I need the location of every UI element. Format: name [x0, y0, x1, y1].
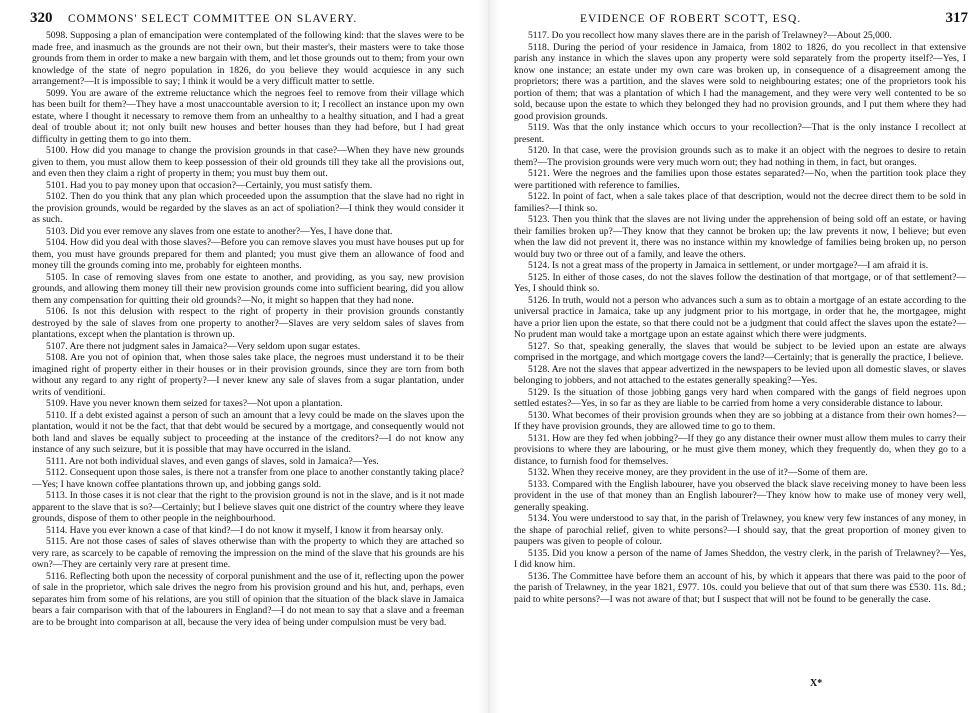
- left-page-number: 320: [30, 10, 53, 26]
- question-paragraph: 5136. The Committee have before them an account of his, by which it appears that there was paid to the poor of the parish of Trelawney, in the year 1821, £977. 10s. could you believe that out of that sum there was £530. 11s. 8d.; paid to white persons?—I was not aware of that; but I suspect that will not be found to be generally the case.: [514, 570, 966, 605]
- question-paragraph: 5108. Are you not of opinion that, when those sales take place, the negroes must understand it to be their imagined right of property either in their houses or in their provision grounds, since they are torn from both without any regard to any right of property?—I never knew any sale of slaves from a sugar plantation, under writs of venditioni.: [32, 352, 464, 398]
- question-paragraph: 5132. When they receive money, are they provident in the use of it?—Some of them are.: [528, 467, 868, 478]
- question-paragraph: 5111. Are not both individual slaves, and even gangs of slaves, sold in Jamaica?—Yes.: [46, 455, 379, 467]
- question-paragraph: 5131. How are they fed when jobbing?—If they go any distance their owner must allow them mules to carry their provisions to where they are labouring, or he must give them money, which they frequently do, when they go to a distance, to furnish food for themselves.: [514, 432, 966, 467]
- question-paragraph: 5134. You were understood to say that, in the parish of Trelawney, you knew very few instances of any money, in the shape of parochial relief, given to white persons?—I should say, that the great proportion of money given to paupers was given to people of colour.: [514, 513, 966, 547]
- question-paragraph: 5133. Compared with the English labourer, have you observed the black slave receiving money to have been less provident in the use of that money than an English labourer?—They know how to make use of money very well, generally speaking.: [514, 478, 966, 513]
- right-running-title: EVIDENCE OF ROBERT SCOTT, ESQ.: [580, 13, 802, 25]
- question-paragraph: 5121. Were the negroes and the families upon those estates separated?—No, when the partition took place they were partitioned with reference to families.: [514, 168, 966, 191]
- question-paragraph: 5112. Consequent upon those sales, is there not a transfer from one place to another constantly taking place?—Yes; I have known coffee plantations thrown up, and jobbing gangs sold.: [32, 467, 464, 490]
- question-paragraph: 5115. Are not those cases of sales of slaves otherwise than with the property to which they are attached so very rare, as scarcely to be capable of removing the impression on the mind of the slave that his grounds are his own?—They are certainly very rare at present time.: [32, 536, 464, 570]
- question-paragraph: 5114. Have you ever known a case of that kind?—I do not know it myself, I know it from hearsay only.: [46, 524, 444, 536]
- question-paragraph: 5113. In those cases it is not clear that the right to the provision ground is not in the slave, and is it not made apparent to the slave that is so?—Certainly; but I believe slaves quit one district of the country where they leave grounds, dispose of them to other people in the neighbourhood.: [32, 490, 464, 524]
- question-paragraph: 5110. If a debt existed against a person of such an amount that a levy could be made on the slaves upon the plantation, would it not be the fact, that that debt would be secured by a mortgage, and consequently would not both land and slaves be equally subject to proceeding at the instance of the creditors?—I do not know any instance of any such seizure, but it is possible that may have occurred in the island.: [32, 409, 464, 455]
- left-running-head: [30, 6, 464, 28]
- right-page-number: 317: [945, 10, 968, 26]
- question-paragraph: 5126. In truth, would not a person who advances such a sum as to obtain a mortgage of an estate according to the universal practice in Jamaica, take up any judgment prior to his mortgage, in order that he, the mortgagee, might have a prior lien upon the estate, so that there could not be a judgment that could affect the slaves upon the estate?—No prudent man would take a mortgage upon an estate against which there were judgments.: [514, 294, 966, 340]
- question-paragraph: 5106. Is not this delusion with respect to the right of property in their provision grounds constantly destroyed by the sale of slaves from one property to another?—Slaves are very seldom sales of slaves from plantations, except when the plantation is thrown up.: [32, 306, 464, 340]
- right-running-head: [514, 6, 968, 28]
- right-page: [500, 0, 978, 713]
- question-paragraph: 5118. During the period of your residence in Jamaica, from 1802 to 1826, do you recollect in that extensive parish any instance in which the slaves upon any property were sold separately from the property itself?—Yes, I know one instance; an estate under my own care was broken up, in consequence of a disagreement among the proprietors; there was a partition, and the slaves were sold to neighbouring estates; one of the proprietors took his portion of them; that was a plantation of which I had the management, and they were very well contented to be so sold, because upon the estate to which they belonged they had no provision grounds, and I put them where they had good provision grounds.: [514, 41, 966, 122]
- signature-mark: X*: [810, 678, 823, 689]
- right-page-body: [514, 30, 966, 605]
- question-paragraph: 5117. Do you recollect how many slaves there are in the parish of Trelawney?—About 25,000.: [528, 30, 892, 41]
- left-running-title: COMMONS' SELECT COMMITTEE ON SLAVERY.: [68, 13, 358, 25]
- question-paragraph: 5109. Have you never known them seized for taxes?—Not upon a plantation.: [46, 398, 343, 409]
- question-paragraph: 5130. What becomes of their provision grounds when they are so jobbing at a distance from their own homes?—If they have provision grounds, they are allowed time to go to them.: [514, 409, 966, 432]
- question-paragraph: 5120. In that case, were the provision grounds such as to make it an object with the negroes to desire to retain them?—The provision grounds were very much worn out; they had nothing in them, in fact, but oranges.: [514, 145, 966, 168]
- question-paragraph: 5119. Was that the only instance which occurs to your recollection?—That is the only instance I recollect at present.: [514, 122, 966, 145]
- book-gutter: [478, 0, 500, 713]
- left-page: [0, 0, 478, 713]
- question-paragraph: 5100. How did you manage to change the provision grounds in that case?—When they have new grounds given to them, you must allow them to keep possession of their old grounds till they take all the provisions out, and even then they claim a right of property in them; you must buy them out.: [32, 145, 464, 179]
- question-paragraph: 5124. Is not a great mass of the property in Jamaica in settlement, or under mortgage?—I am afraid it is.: [528, 260, 929, 271]
- question-paragraph: 5105. In case of removing slaves from one estate to another, and providing, as you say, new provision grounds, and allowing them money till their new provision grounds come into sufficient bearing, did you allow them any compensation for quitting their old grounds?—No, it might so happen that they had none.: [32, 271, 464, 306]
- question-paragraph: 5125. In either of those cases, do not the slaves follow the destination of that mortgage, or of that settlement?—Yes, I should think so.: [514, 271, 966, 294]
- question-paragraph: 5129. Is the situation of those jobbing gangs very hard when compared with the gangs of field negroes upon settled estates?—Yes, in so far as they are liable to be carried from home a very considerable distance to labour.: [514, 386, 966, 409]
- question-paragraph: 5128. Are not the slaves that appear advertized in the newspapers to be levied upon all domestic slaves, or slaves belonging to jobbers, and not attached to the estates generally speaking?—Yes.: [514, 363, 966, 386]
- question-paragraph: 5135. Did you know a person of the name of James Sheddon, the vestry clerk, in the parish of Trelawney?—Yes, I did know him.: [514, 547, 966, 570]
- question-paragraph: 5101. Had you to pay money upon that occasion?—Certainly, you must satisfy them.: [46, 179, 373, 191]
- question-paragraph: 5103. Did you ever remove any slaves from one estate to another?—Yes, I have done that.: [46, 225, 393, 237]
- question-paragraph: 5116. Reflecting both upon the necessity of corporal punishment and the use of it, reflecting upon the power of sale in the proprietor, which sale drives the negro from his provision ground and his hut, and, perhaps, even separates him from some of his relations, are you still of opinion that the situation of the black slave in Jamaica bears a fair comparison with that of the labourers in England?—I do not mean to say that a slave and a freeman are to be brought into comparison at all, because the very idea of being under compulsion must be very bad.: [32, 570, 464, 628]
- question-paragraph: 5102. Then do you think that any plan which proceeded upon the assumption that the slave had no right in the provision grounds, would be regarded by the slaves as an act of spoliation?—I think they would consider it as such.: [32, 191, 464, 225]
- question-paragraph: 5123. Then you think that the slaves are not living under the apprehension of being sold off an estate, or having their families broken up?—They know that they cannot be broken up; the law prevents it now, I believe; but even when the law did not prevent it, there was no instance within my knowledge of families being broken up, no person would buy two or three out of a family, and leave the others.: [514, 214, 966, 260]
- question-paragraph: 5099. You are aware of the extreme reluctance which the negroes feel to remove from their village which has been built for them?—They have a most unaccountable aversion to it; I recollect an instance upon my own estate, where I thought it necessary to remove them from an unhealthy to a healthy situation, and I had a great deal of trouble about it; not only built new houses and better houses than they had before, but I had great difficulty in getting them to go into them.: [32, 87, 464, 145]
- question-paragraph: 5104. How did you deal with those slaves?—Before you can remove slaves you must have houses put up for them, you must have grounds prepared for them and planted; you must give them an allowance of food and money till the grounds coming into me, probably for eighteen months.: [32, 237, 464, 271]
- left-page-body: [32, 30, 464, 628]
- question-paragraph: 5098. Supposing a plan of emancipation were contemplated of the following kind: that the slaves were to be made free, and inasmuch as the grounds are not their own, but their master's, their masters were to take those grounds from them in order to make a new bargain with them, and let those grounds out to them; from your own knowledge of the state of negro population in 1826, do you believe they would acquiesce in any such arrangement?—It is impossible to say; I think it would be a very difficult matter to settle.: [32, 30, 464, 87]
- question-paragraph: 5107. Are there not judgment sales in Jamaica?—Very seldom upon sugar estates.: [46, 340, 361, 352]
- question-paragraph: 5122. In point of fact, when a sale takes place of that description, would not the decree direct them to be sold in families?—I think so.: [514, 191, 966, 214]
- question-paragraph: 5127. So that, speaking generally, the slaves that would be subject to be levied upon an estate are always comprised in the mortgage, and which mortgage covers the land?—Certainly; that is generally the practice, I believe.: [514, 340, 966, 363]
